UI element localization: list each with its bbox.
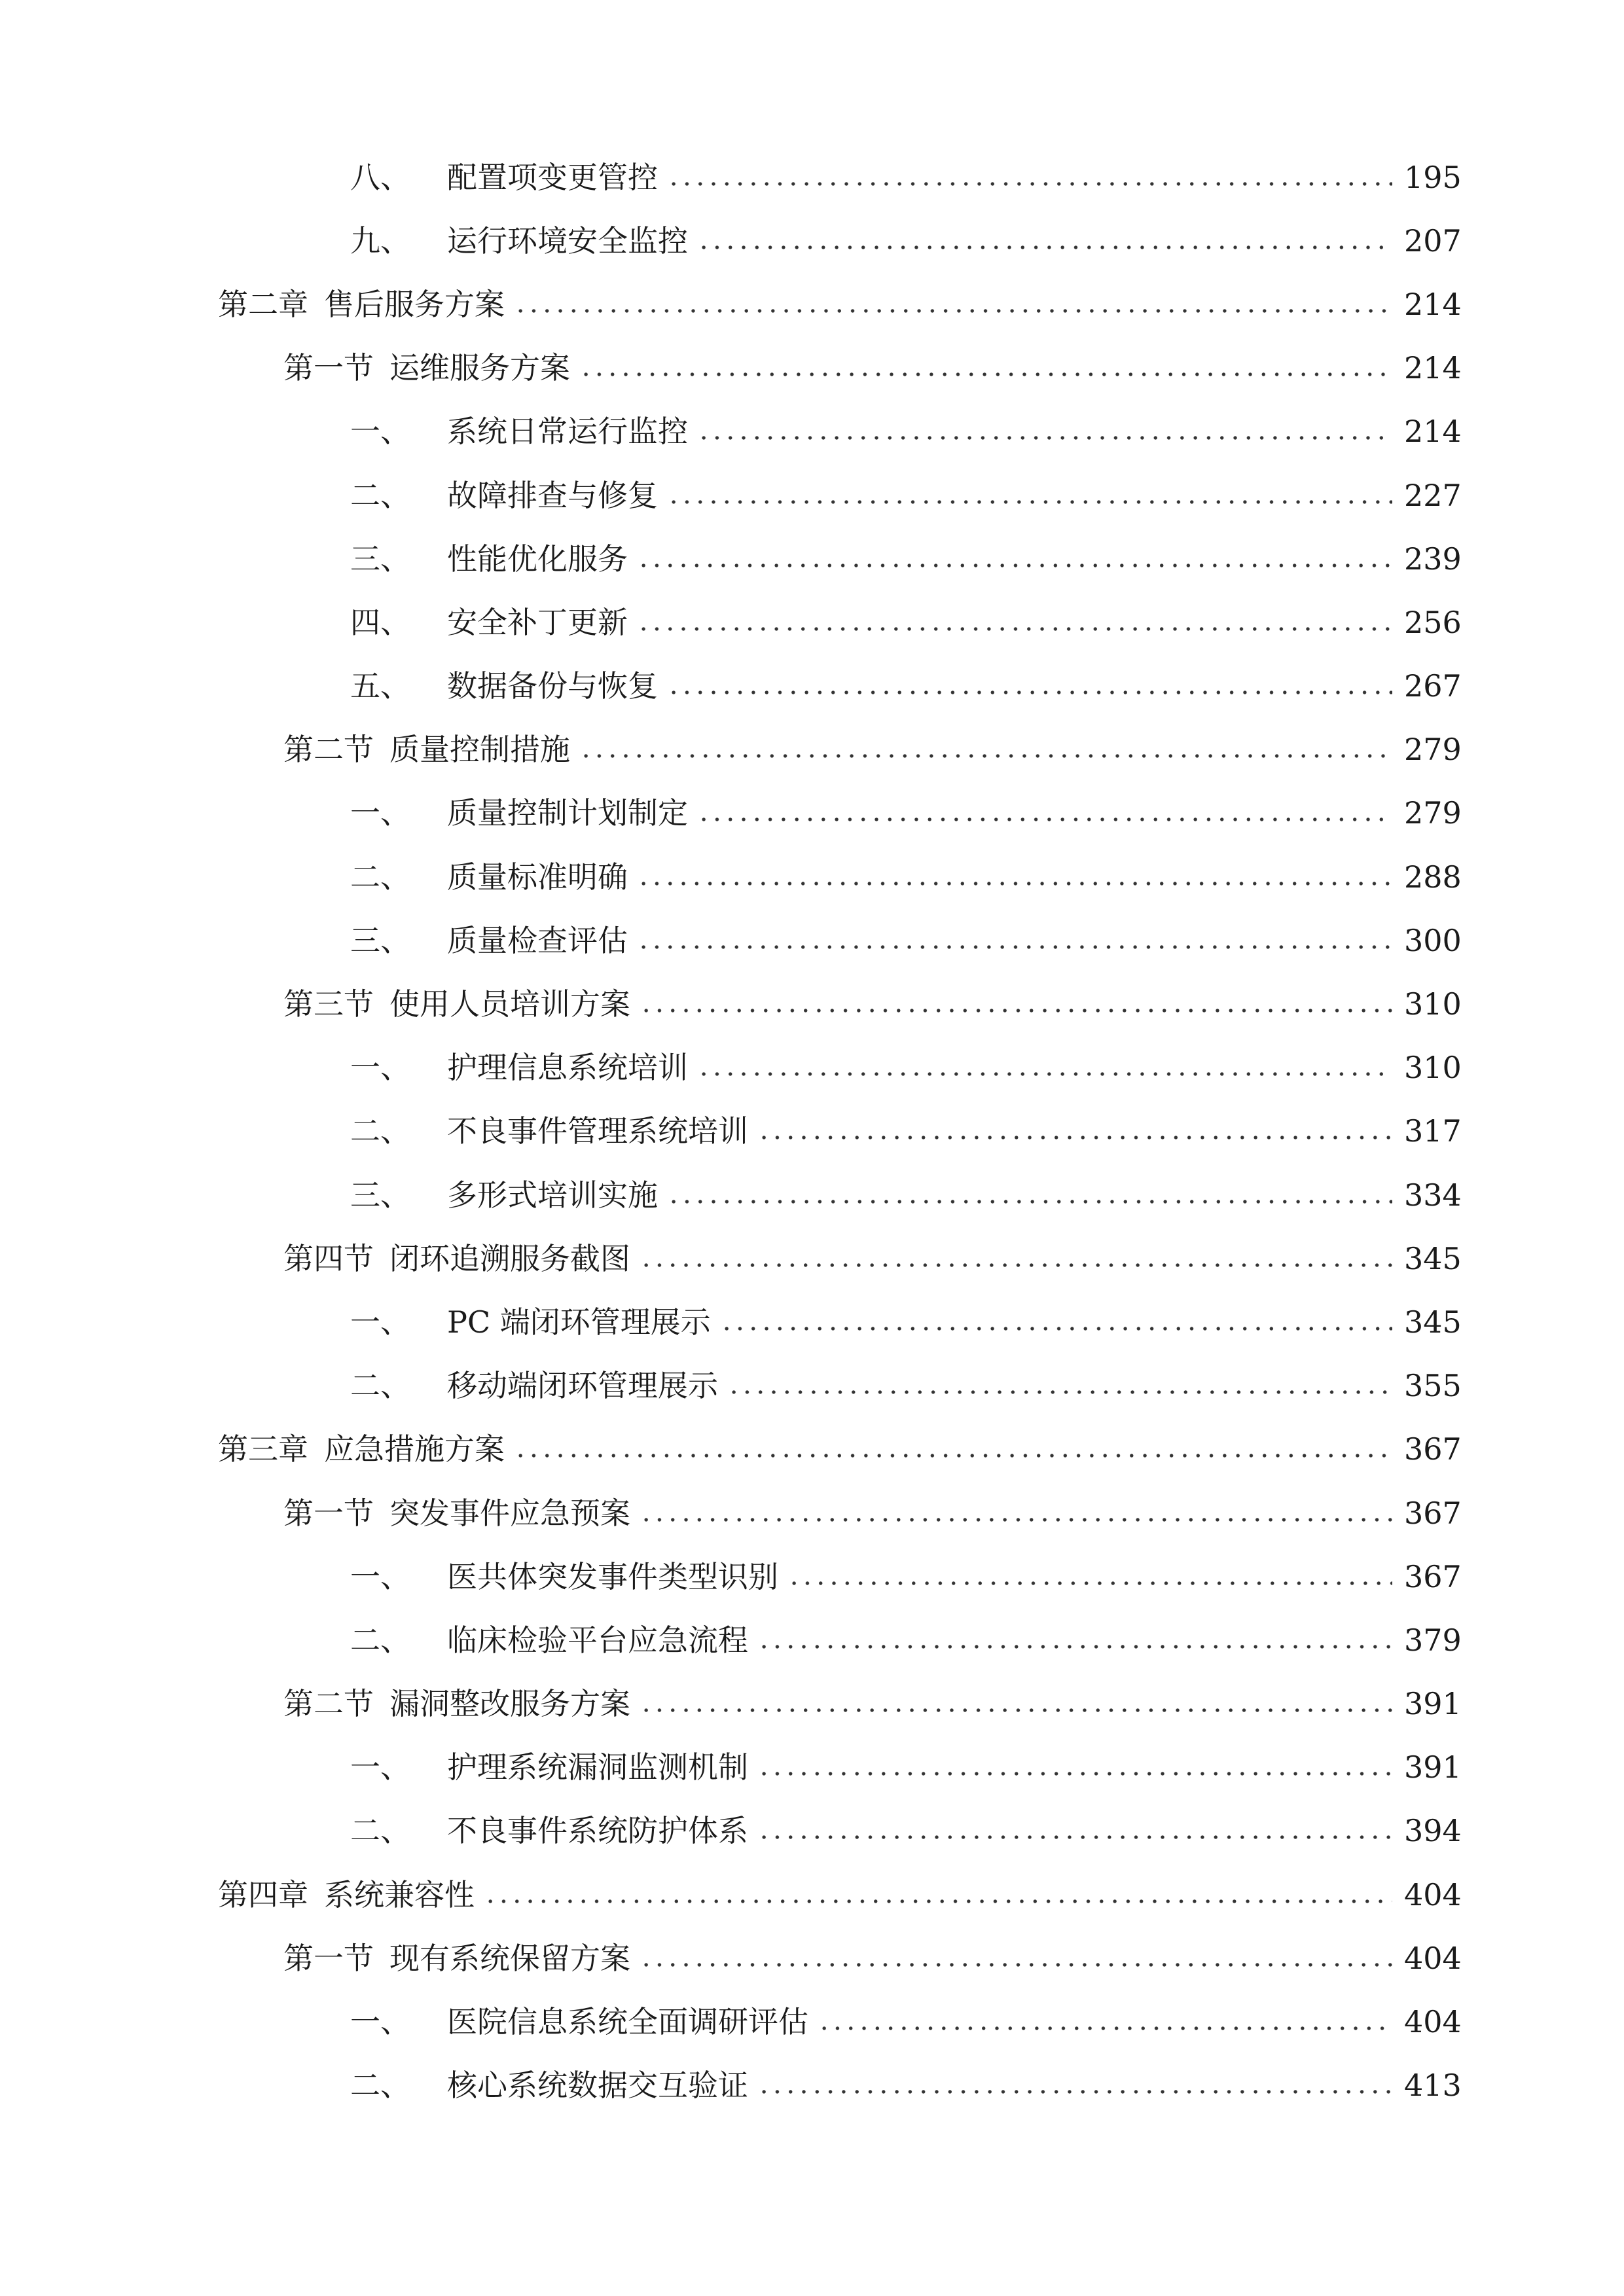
toc-entry-number: 二、 xyxy=(350,1813,410,1849)
toc-entry-number: 一、 xyxy=(350,414,410,450)
toc-entry-title: 多形式培训实施 xyxy=(447,1177,658,1213)
toc-entry-title: 核心系统数据交互验证 xyxy=(447,2068,748,2104)
dot-leader xyxy=(579,359,1392,389)
toc-entry-number: 二、 xyxy=(350,1622,410,1658)
toc-entry[interactable] xyxy=(0,209,1624,272)
dot-leader xyxy=(637,869,1392,899)
toc-entry[interactable] xyxy=(0,400,1624,463)
toc-entry-title: PC 端闭环管理展示 xyxy=(447,1304,711,1340)
toc-entry-number: 第三节 xyxy=(283,986,374,1022)
toc-entry-page-number: 239 xyxy=(1404,541,1462,577)
toc-entry-title: 医院信息系统全面调研评估 xyxy=(447,2004,808,2040)
toc-entry-page-number: 267 xyxy=(1404,668,1462,704)
dot-leader xyxy=(720,1314,1392,1344)
toc-entry[interactable] xyxy=(0,972,1624,1035)
toc-entry-page-number: 310 xyxy=(1404,986,1462,1022)
dot-leader xyxy=(727,1377,1392,1407)
toc-entry-number: 一、 xyxy=(350,1558,410,1594)
toc-entry[interactable] xyxy=(0,1926,1624,1990)
toc-entry-title: 临床检验平台应急流程 xyxy=(447,1622,748,1658)
dot-leader xyxy=(757,1632,1392,1662)
toc-entry-page-number: 367 xyxy=(1404,1431,1462,1467)
dot-leader xyxy=(637,550,1392,581)
toc-entry-title: 护理系统漏洞监测机制 xyxy=(447,1749,748,1785)
toc-entry[interactable] xyxy=(0,1672,1624,1736)
toc-entry[interactable] xyxy=(0,655,1624,718)
dot-leader xyxy=(640,996,1392,1026)
toc-entry-page-number: 394 xyxy=(1404,1813,1462,1849)
toc-entry-number: 九、 xyxy=(350,223,410,259)
dot-leader xyxy=(637,932,1392,962)
toc-entry-page-number: 300 xyxy=(1404,922,1462,958)
dot-leader xyxy=(818,2013,1392,2043)
dot-leader xyxy=(514,1441,1392,1471)
toc-entry-title: 运行环境安全监控 xyxy=(447,223,688,259)
toc-entry-title: 质量控制计划制定 xyxy=(447,795,688,831)
toc-entry[interactable] xyxy=(0,2054,1624,2117)
toc-entry[interactable] xyxy=(0,1227,1624,1290)
toc-entry[interactable] xyxy=(0,1481,1624,1545)
toc-entry-page-number: 279 xyxy=(1404,795,1462,831)
toc-entry-title: 系统日常运行监控 xyxy=(447,414,688,450)
toc-entry[interactable] xyxy=(0,1863,1624,1926)
toc-entry[interactable] xyxy=(0,1990,1624,2053)
toc-entry-page-number: 404 xyxy=(1404,1876,1462,1912)
toc-entry-title: 性能优化服务 xyxy=(447,541,628,577)
toc-entry-page-number: 404 xyxy=(1404,1940,1462,1976)
dot-leader xyxy=(667,1187,1392,1217)
toc-entry[interactable] xyxy=(0,1100,1624,1163)
toc-entry-title: 安全补丁更新 xyxy=(447,604,628,640)
toc-entry[interactable] xyxy=(0,1736,1624,1799)
dot-leader xyxy=(667,169,1392,199)
toc-entry-page-number: 279 xyxy=(1404,732,1462,768)
toc-entry-title: 突发事件应急预案 xyxy=(389,1495,630,1531)
toc-entry-page-number: 214 xyxy=(1404,414,1462,450)
toc-entry-page-number: 367 xyxy=(1404,1558,1462,1594)
toc-entry[interactable] xyxy=(0,145,1624,209)
toc-entry-number: 二、 xyxy=(350,859,410,895)
toc-entry[interactable] xyxy=(0,1799,1624,1863)
toc-entry[interactable] xyxy=(0,1545,1624,1608)
toc-entry[interactable] xyxy=(0,718,1624,781)
toc-entry-number: 第一节 xyxy=(283,1940,374,1976)
toc-entry-title: 应急措施方案 xyxy=(324,1431,505,1467)
dot-leader xyxy=(697,232,1392,262)
toc-entry-title: 不良事件管理系统培训 xyxy=(447,1113,748,1149)
dot-leader xyxy=(640,1250,1392,1280)
toc-entry-number: 八、 xyxy=(350,159,410,195)
dot-leader xyxy=(697,804,1392,834)
dot-leader xyxy=(514,296,1392,326)
toc-entry-number: 一、 xyxy=(350,2004,410,2040)
toc-entry-number: 一、 xyxy=(350,1749,410,1785)
toc-entry-title: 故障排查与修复 xyxy=(447,477,658,513)
dot-leader xyxy=(484,1886,1392,1916)
dot-leader xyxy=(757,1759,1392,1789)
toc-entry-title: 医共体突发事件类型识别 xyxy=(447,1558,778,1594)
toc-entry-page-number: 379 xyxy=(1404,1622,1462,1658)
toc-entry-page-number: 413 xyxy=(1404,2068,1462,2104)
toc-entry[interactable] xyxy=(0,590,1624,654)
toc-entry-number: 三、 xyxy=(350,1177,410,1213)
toc-entry-number: 三、 xyxy=(350,922,410,958)
table-of-contents xyxy=(0,145,1624,2117)
toc-entry-page-number: 227 xyxy=(1404,477,1462,513)
toc-entry[interactable] xyxy=(0,527,1624,590)
dot-leader xyxy=(697,423,1392,453)
toc-entry-page-number: 391 xyxy=(1404,1686,1462,1722)
toc-entry-title: 闭环追溯服务截图 xyxy=(389,1240,630,1276)
toc-entry-title: 不良事件系统防护体系 xyxy=(447,1813,748,1849)
dot-leader xyxy=(757,1122,1392,1153)
toc-entry-number: 三、 xyxy=(350,541,410,577)
dot-leader xyxy=(667,677,1392,708)
toc-entry-number: 五、 xyxy=(350,668,410,704)
toc-entry-title: 系统兼容性 xyxy=(324,1876,475,1912)
toc-entry-title: 现有系统保留方案 xyxy=(389,1940,630,1976)
toc-entry-page-number: 214 xyxy=(1404,350,1462,386)
toc-entry-number: 二、 xyxy=(350,1368,410,1404)
toc-entry[interactable] xyxy=(0,336,1624,400)
toc-entry-number: 第一节 xyxy=(283,1495,374,1531)
toc-entry-number: 第四章 xyxy=(218,1876,308,1912)
toc-entry[interactable] xyxy=(0,1608,1624,1672)
toc-entry[interactable] xyxy=(0,272,1624,336)
toc-entry-page-number: 310 xyxy=(1404,1050,1462,1086)
toc-entry[interactable] xyxy=(0,908,1624,972)
toc-entry[interactable] xyxy=(0,1036,1624,1100)
toc-entry-title: 漏洞整改服务方案 xyxy=(389,1686,630,1722)
toc-entry-number: 第一节 xyxy=(283,350,374,386)
toc-entry-title: 使用人员培训方案 xyxy=(389,986,630,1022)
dot-leader xyxy=(637,614,1392,644)
toc-entry-number: 第四节 xyxy=(283,1240,374,1276)
toc-entry-number: 二、 xyxy=(350,2068,410,2104)
toc-entry-title: 配置项变更管控 xyxy=(447,159,658,195)
dot-leader xyxy=(757,2077,1392,2107)
toc-entry-title: 护理信息系统培训 xyxy=(447,1050,688,1086)
toc-entry-title: 移动端闭环管理展示 xyxy=(447,1368,718,1404)
toc-entry-title: 售后服务方案 xyxy=(324,286,505,322)
dot-leader xyxy=(697,1059,1392,1089)
toc-entry-page-number: 404 xyxy=(1404,2004,1462,2040)
toc-entry[interactable] xyxy=(0,1290,1624,1354)
toc-entry-number: 一、 xyxy=(350,795,410,831)
toc-entry-number: 一、 xyxy=(350,1304,410,1340)
toc-entry-page-number: 355 xyxy=(1404,1368,1462,1404)
toc-entry-page-number: 214 xyxy=(1404,286,1462,322)
toc-entry-number: 二、 xyxy=(350,477,410,513)
toc-entry-title: 数据备份与恢复 xyxy=(447,668,658,704)
dot-leader xyxy=(787,1568,1392,1598)
toc-entry-number: 第二节 xyxy=(283,1686,374,1722)
toc-entry-page-number: 391 xyxy=(1404,1749,1462,1785)
toc-entry-page-number: 256 xyxy=(1404,604,1462,640)
dot-leader xyxy=(640,1695,1392,1725)
toc-entry[interactable] xyxy=(0,781,1624,845)
toc-entry-title: 质量检查评估 xyxy=(447,922,628,958)
toc-entry[interactable] xyxy=(0,1354,1624,1418)
toc-entry-page-number: 207 xyxy=(1404,223,1462,259)
toc-entry[interactable] xyxy=(0,1418,1624,1481)
toc-entry-page-number: 317 xyxy=(1404,1113,1462,1149)
dot-leader xyxy=(667,487,1392,517)
dot-leader xyxy=(640,1950,1392,1980)
dot-leader xyxy=(579,741,1392,771)
toc-entry-title: 质量标准明确 xyxy=(447,859,628,895)
toc-entry[interactable] xyxy=(0,463,1624,527)
toc-entry-page-number: 345 xyxy=(1404,1240,1462,1276)
toc-entry-page-number: 345 xyxy=(1404,1304,1462,1340)
toc-entry-number: 二、 xyxy=(350,1113,410,1149)
toc-entry-number: 第二节 xyxy=(283,732,374,768)
toc-entry-page-number: 334 xyxy=(1404,1177,1462,1213)
toc-entry-number: 四、 xyxy=(350,604,410,640)
toc-entry-title: 质量控制措施 xyxy=(389,732,570,768)
dot-leader xyxy=(640,1505,1392,1535)
toc-entry-title: 运维服务方案 xyxy=(389,350,570,386)
toc-entry-number: 第三章 xyxy=(218,1431,308,1467)
toc-entry-number: 第二章 xyxy=(218,286,308,322)
toc-entry-page-number: 367 xyxy=(1404,1495,1462,1531)
toc-entry-page-number: 288 xyxy=(1404,859,1462,895)
toc-entry-number: 一、 xyxy=(350,1050,410,1086)
toc-entry-page-number: 195 xyxy=(1404,159,1462,195)
toc-entry[interactable] xyxy=(0,1163,1624,1227)
dot-leader xyxy=(757,1822,1392,1852)
toc-entry[interactable] xyxy=(0,845,1624,908)
